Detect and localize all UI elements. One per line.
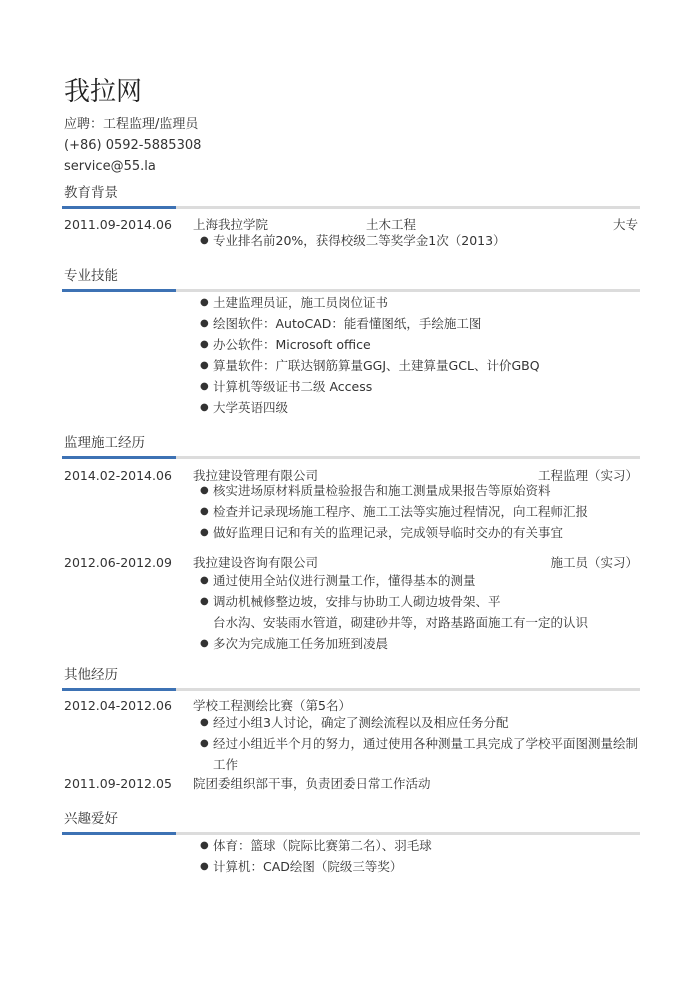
applied-position: 应聘：工程监理/监理员 (64, 117, 199, 132)
bullet-icon: ● (200, 297, 209, 308)
section-accent (62, 832, 176, 835)
entry-title: 院团委组织部干事，负责团委日常工作活动 (193, 776, 431, 791)
entry-title: 学校工程测绘比赛（第5名） (193, 698, 351, 713)
hobbies-section (62, 808, 640, 874)
education-list (200, 230, 640, 251)
list-item: ● 通过使用全站仪进行测量工作，懂得基本的测量 (200, 570, 640, 591)
major-name: 土木工程 (366, 217, 417, 232)
list-item: ● 多次为完成施工任务加班到凌晨 (200, 633, 640, 654)
list-item: ● 计算机：CAD绘图（院级三等奖） (200, 856, 640, 877)
list-item: ● 核实进场原材料质量检验报告和施工测量成果报告等原始资料 (200, 480, 640, 501)
section-accent (62, 206, 176, 209)
section-title: 专业技能 (64, 268, 118, 284)
bullet-icon: ● (200, 840, 209, 851)
list-item: ● 经过小组近半个月的努力，通过使用各种测量工具完成了学校平面图测量绘制 工作 (200, 733, 640, 775)
bullet-icon: ● (200, 339, 209, 350)
list-item: ● 检查并记录现场施工程序、施工工法等实施过程情况，向工程师汇报 (200, 501, 640, 522)
list-item: ● 计算机等级证书二级 Access (200, 376, 640, 397)
job-role: 施工员（实习） (550, 555, 638, 570)
bullet-icon: ● (200, 485, 209, 496)
bullet-icon: ● (200, 360, 209, 371)
bullet-icon: ● (200, 318, 209, 329)
bullet-icon: ● (200, 527, 209, 538)
list-item: ● 土建监理员证，施工员岗位证书 (200, 292, 640, 313)
list-item: ● 办公软件：Microsoft office (200, 334, 640, 355)
other-details-list (200, 712, 640, 775)
phone-number: (+86) 0592-5885308 (64, 138, 202, 153)
school-name: 上海我拉学院 (193, 217, 269, 232)
bullet-icon: ● (200, 596, 209, 607)
list-item: ● 调动机械修整边坡，安排与协助工人砌边坡骨架、平 台水沟、安装雨水管道，砌建砂井等，对路基路面施工有一定的认识 (200, 591, 640, 633)
email-address: service@55.la (64, 159, 156, 174)
list-item: ● 算量软件：广联达钢筋算量GGJ、土建算量GCL、计价GBQ (200, 355, 640, 376)
list-item: ● 绘图软件：AutoCAD：能看懂图纸，手绘施工图 (200, 313, 640, 334)
bullet-icon: ● (200, 506, 209, 517)
list-item: ● 大学英语四级 (200, 397, 640, 418)
experience-section (62, 432, 640, 651)
section-title: 其他经历 (64, 667, 118, 683)
entry-date: 2012.06-2012.09 (64, 555, 172, 570)
bullet-icon: ● (200, 861, 209, 872)
section-accent (62, 456, 176, 459)
job-duties-list (200, 570, 640, 654)
entry-date: 2011.09-2014.06 (64, 217, 172, 232)
section-title: 兴趣爱好 (64, 811, 118, 827)
skills-list (200, 292, 640, 418)
candidate-name: 我拉网 (64, 77, 143, 107)
section-divider (62, 456, 640, 459)
education-section (62, 182, 640, 248)
bullet-icon: ● (200, 717, 209, 728)
bullet-icon: ● (200, 381, 209, 392)
list-item: ● 专业排名前20%，获得校级二等奖学金1次（2013） (200, 230, 640, 251)
section-title: 教育背景 (64, 185, 118, 201)
section-title: 监理施工经历 (64, 435, 145, 451)
company-name: 我拉建设咨询有限公司 (193, 555, 319, 570)
section-divider (62, 688, 640, 691)
entry-date: 2014.02-2014.06 (64, 468, 172, 483)
job-role: 工程监理（实习） (537, 468, 638, 483)
bullet-icon: ● (200, 738, 209, 749)
bullet-icon: ● (200, 638, 209, 649)
skills-section (62, 265, 640, 415)
section-accent (62, 289, 176, 292)
bullet-icon: ● (200, 235, 209, 246)
bullet-icon: ● (200, 402, 209, 413)
company-name: 我拉建设管理有限公司 (193, 468, 319, 483)
list-item: ● 体育：篮球（院际比赛第二名）、羽毛球 (200, 835, 640, 856)
entry-date: 2012.04-2012.06 (64, 698, 172, 713)
entry-date: 2011.09-2012.05 (64, 776, 172, 791)
bullet-icon: ● (200, 575, 209, 586)
other-section (62, 664, 640, 791)
degree-level: 大专 (612, 217, 638, 232)
hobbies-list (200, 835, 640, 877)
job-duties-list (200, 480, 640, 543)
section-divider (62, 206, 640, 209)
section-accent (62, 688, 176, 691)
list-item: ● 经过小组3人讨论，确定了测绘流程以及相应任务分配 (200, 712, 640, 733)
resume-header (64, 74, 201, 177)
list-item: ● 做好监理日记和有关的监理记录，完成领导临时交办的有关事宜 (200, 522, 640, 543)
